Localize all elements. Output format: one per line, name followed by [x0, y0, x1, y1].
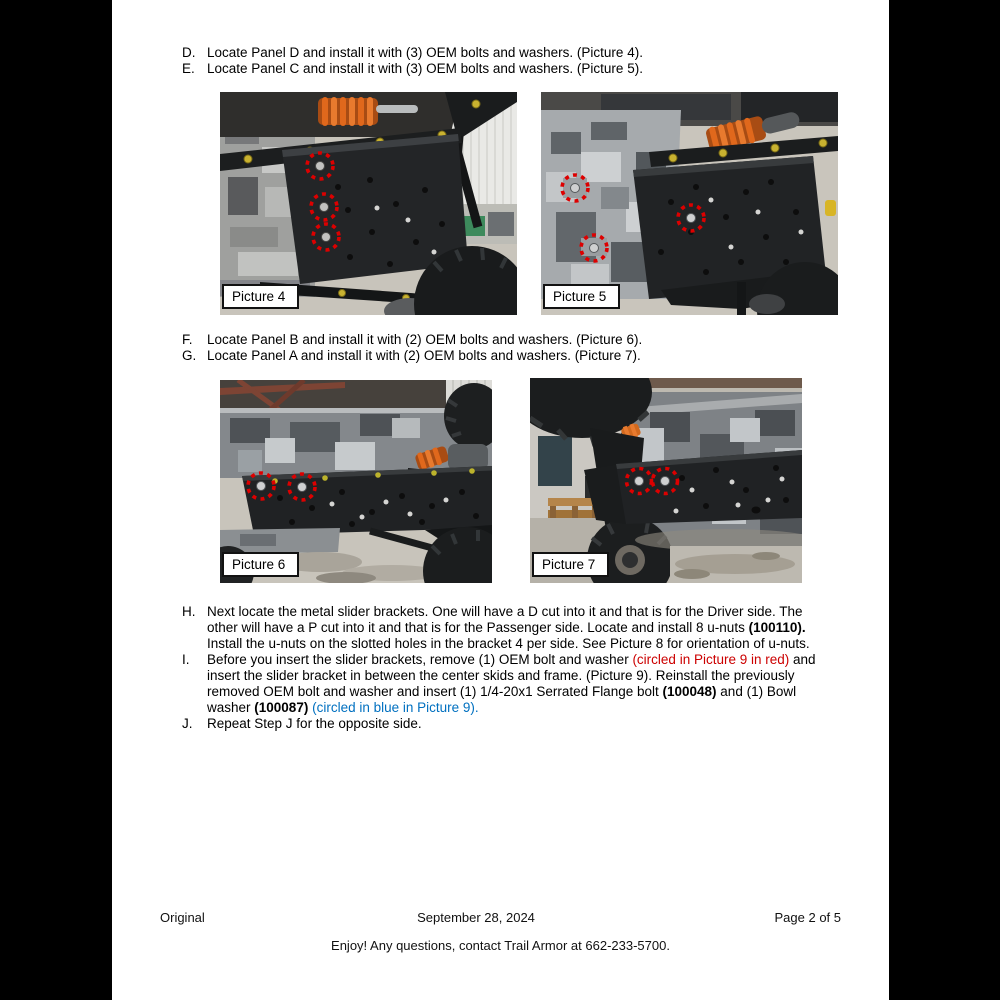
step-d — [182, 45, 882, 61]
step-g — [182, 348, 882, 364]
footer-tagline: Enjoy! Any questions, contact Trail Armor at 662-233-5700. — [331, 938, 670, 953]
footer-original: Original — [160, 910, 205, 925]
step-h-line2: other will have a P cut into it and that is for the Passenger side. Locate and install 8 u-nuts (100110). — [207, 620, 806, 635]
step-h-line3: Install the u-nuts on the slotted holes in the bracket 4 per side. See Picture 8 for orientation of u-nuts. — [207, 636, 810, 651]
figure-picture-4 — [220, 92, 517, 315]
picture7-label: Picture 7 — [532, 552, 609, 577]
step-list-fg — [182, 332, 882, 364]
footer-page-number: Page 2 of 5 — [774, 910, 841, 925]
step-h-line1: Next locate the metal slider brackets. One will have a D cut into it and that is for the Driver side. The — [207, 604, 803, 619]
step-d-letter: D. — [182, 45, 196, 60]
step-i — [182, 652, 882, 716]
picture6-label: Picture 6 — [222, 552, 299, 577]
picture4-photo — [220, 92, 517, 315]
figure-picture-7 — [530, 378, 802, 583]
step-e — [182, 61, 882, 77]
footer-date: September 28, 2024 — [417, 910, 535, 925]
figure-picture-5 — [541, 92, 838, 315]
step-i-line2: insert the slider bracket in between the center skids and frame. (Picture 9). Reinstall the previously — [207, 668, 795, 683]
step-i-line1: Before you insert the slider brackets, remove (1) OEM bolt and washer (circled in Picture 9 in red) and — [207, 652, 816, 667]
step-j-text: Repeat Step J for the opposite side. — [207, 716, 422, 731]
step-f-text: Locate Panel B and install it with (2) OEM bolts and washers. (Picture 6). — [207, 332, 643, 347]
step-list-de — [182, 45, 882, 77]
figure-picture-6 — [220, 380, 492, 583]
step-j — [182, 716, 882, 732]
picture5-photo — [541, 92, 838, 315]
step-e-letter: E. — [182, 61, 195, 76]
picture4-label: Picture 4 — [222, 284, 299, 309]
step-f-letter: F. — [182, 332, 193, 347]
step-i-line4: washer (100087) (circled in blue in Picture 9). — [207, 700, 479, 715]
step-g-text: Locate Panel A and install it with (2) OEM bolts and washers. (Picture 7). — [207, 348, 641, 363]
document-page — [112, 0, 889, 1000]
step-i-letter: I. — [182, 652, 190, 667]
step-d-text: Locate Panel D and install it with (3) OEM bolts and washers. (Picture 4). — [207, 45, 643, 60]
step-list-hij — [182, 604, 882, 732]
step-i-line3: removed OEM bolt and washer and insert (1) 1/4-20x1 Serrated Flange bolt (100048) and (1) Bowl — [207, 684, 797, 699]
step-g-letter: G. — [182, 348, 197, 363]
step-j-letter: J. — [182, 716, 193, 731]
step-e-text: Locate Panel C and install it with (3) OEM bolts and washers. (Picture 5). — [207, 61, 643, 76]
red-callout-text: (circled in Picture 9 in red) — [632, 652, 790, 667]
step-h — [182, 604, 882, 652]
step-h-letter: H. — [182, 604, 196, 619]
blue-callout-text: (circled in blue in Picture 9). — [312, 700, 479, 715]
picture5-label: Picture 5 — [543, 284, 620, 309]
step-f — [182, 332, 882, 348]
